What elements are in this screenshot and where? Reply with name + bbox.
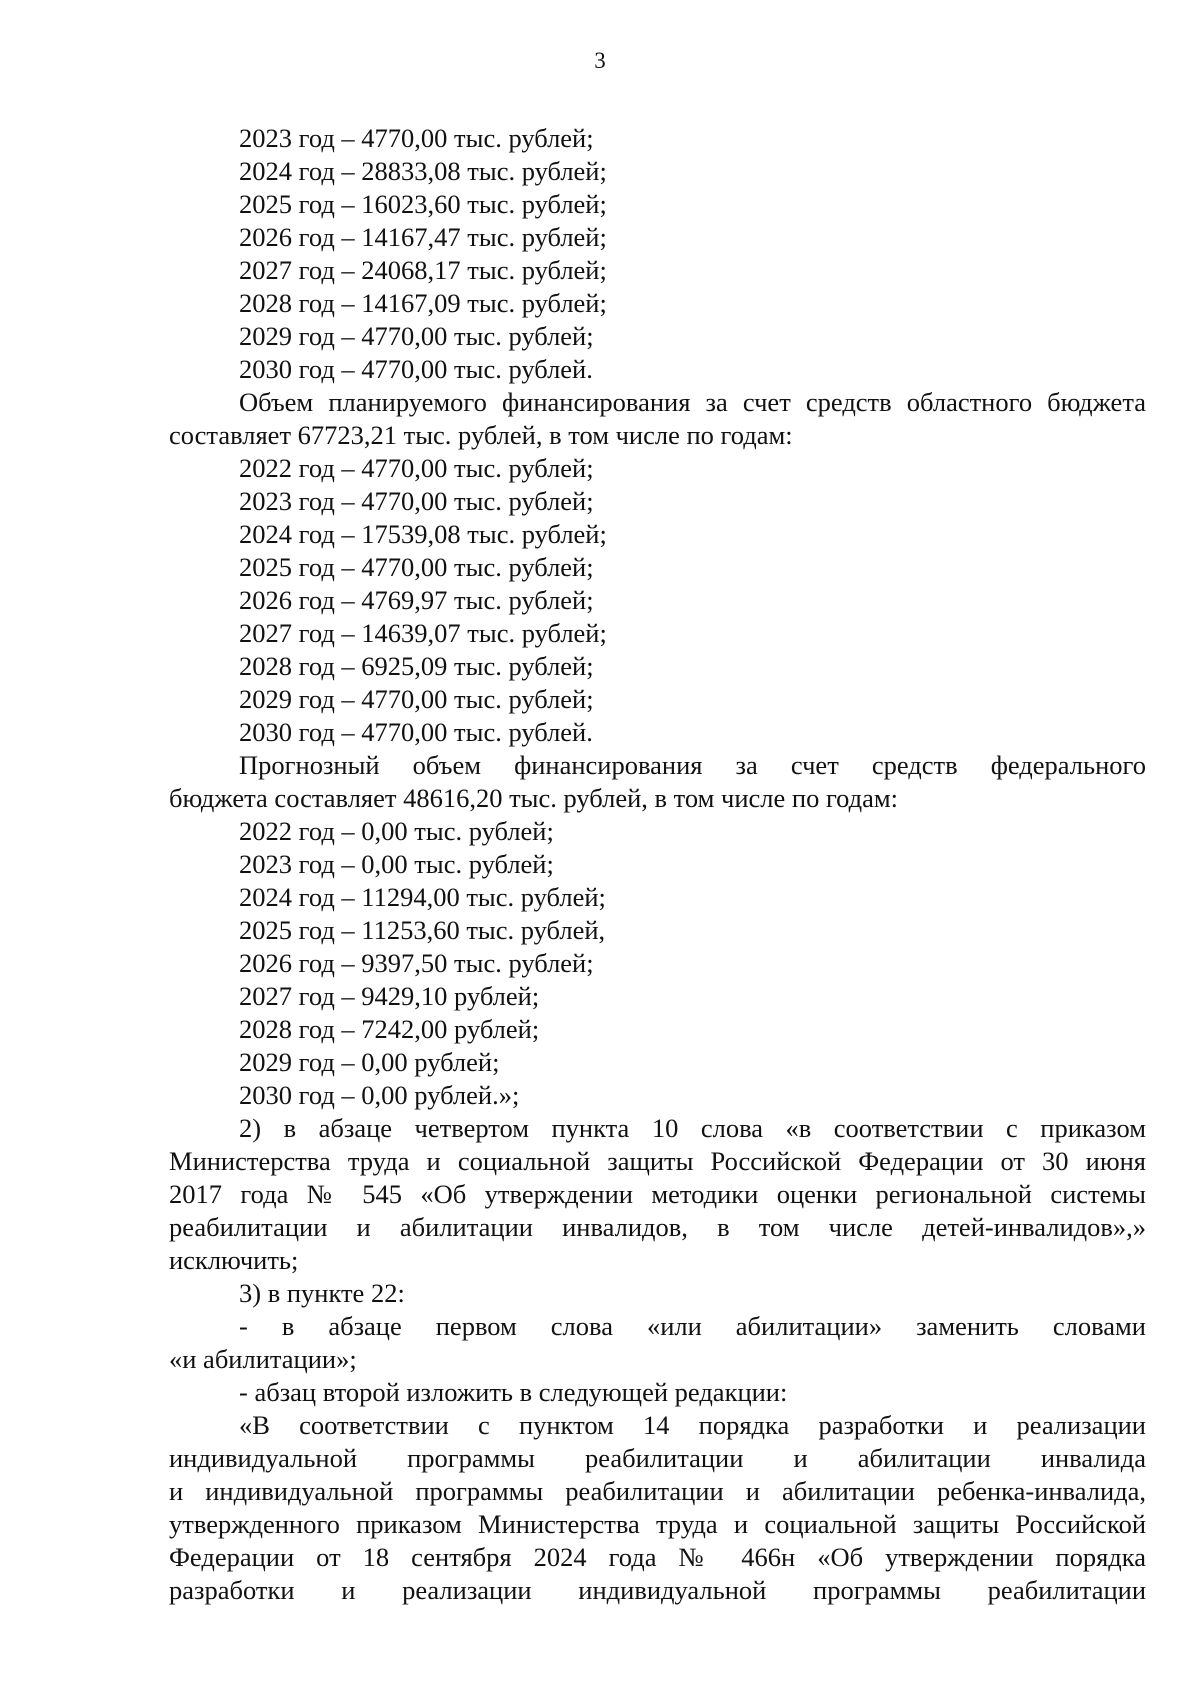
quote-line: Федерации от 18 сентября 2024 года № 466н «Об утверждении порядка xyxy=(169,1542,1146,1572)
quote-line: и индивидуальной программы реабилитации и абилитации ребенка-инвалида, xyxy=(169,1476,1146,1506)
list-item: 2029 год – 4770,00 тыс. рублей; xyxy=(239,684,594,714)
list-item: 2022 год – 4770,00 тыс. рублей; xyxy=(239,453,594,483)
paragraph-line: 2) в абзаце четвертом пункта 10 слова «в соответствии с приказом xyxy=(239,1113,1146,1143)
regional-intro-line: Объем планируемого финансирования за счет средств областного бюджета xyxy=(239,387,1146,417)
list-item: 2028 год – 6925,09 тыс. рублей; xyxy=(239,651,594,681)
list-item: 2023 год – 4770,00 тыс. рублей; xyxy=(239,123,594,153)
quote-line: «В соответствии с пунктом 14 порядка разработки и реализации xyxy=(239,1410,1146,1440)
federal-budget-section xyxy=(169,749,1146,1112)
list-item: 2028 год – 7242,00 рублей; xyxy=(239,1014,540,1044)
list-item: 2022 год – 0,00 тыс. рублей; xyxy=(239,816,554,846)
list-item: 2028 год – 14167,09 тыс. рублей; xyxy=(239,288,607,318)
amendment-item-3 xyxy=(169,1277,1146,1607)
list-item: 2023 год – 4770,00 тыс. рублей; xyxy=(239,486,594,516)
list-item: 2026 год – 14167,47 тыс. рублей; xyxy=(239,222,607,252)
page-number: 3 xyxy=(594,48,606,73)
list-item: 2024 год – 11294,00 тыс. рублей; xyxy=(239,882,606,912)
quote-line: утвержденного приказом Министерства труда и социальной защиты Российской xyxy=(169,1509,1146,1539)
paragraph-line: реабилитации и абилитации инвалидов, в том числе детей-инвалидов»,» xyxy=(169,1212,1146,1242)
document-body xyxy=(169,122,1146,1607)
funding-total-years-list xyxy=(169,122,1146,386)
paragraph-line: 2017 года № 545 «Об утверждении методики оценки региональной системы xyxy=(169,1179,1146,1209)
paragraph-line: Министерства труда и социальной защиты Российской Федерации от 30 июня xyxy=(169,1146,1146,1176)
list-item: 2025 год – 11253,60 тыс. рублей, xyxy=(239,915,606,945)
regional-budget-section xyxy=(169,386,1146,749)
list-item: 2029 год – 4770,00 тыс. рублей; xyxy=(239,321,594,351)
paragraph-line: «и абилитации»; xyxy=(169,1344,357,1374)
list-item: 2025 год – 4770,00 тыс. рублей; xyxy=(239,552,594,582)
amendment-item-2 xyxy=(169,1112,1146,1277)
list-item: 2030 год – 4770,00 тыс. рублей. xyxy=(239,717,593,747)
federal-intro-line: бюджета составляет 48616,20 тыс. рублей, в том числе по годам: xyxy=(169,783,899,813)
item-heading: 3) в пункте 22: xyxy=(239,1278,405,1308)
list-item: 2024 год – 17539,08 тыс. рублей; xyxy=(239,519,607,549)
list-item: 2030 год – 4770,00 тыс. рублей. xyxy=(239,354,593,384)
list-item: 2027 год – 9429,10 рублей; xyxy=(239,981,540,1011)
list-item: 2026 год – 4769,97 тыс. рублей; xyxy=(239,585,594,615)
paragraph-line: - абзац второй изложить в следующей редакции: xyxy=(239,1377,788,1407)
list-item: 2027 год – 24068,17 тыс. рублей; xyxy=(239,255,607,285)
quote-line: индивидуальной программы реабилитации и абилитации инвалида xyxy=(169,1443,1146,1473)
paragraph-line: исключить; xyxy=(169,1245,299,1275)
list-item: 2025 год – 16023,60 тыс. рублей; xyxy=(239,189,607,219)
list-item: 2030 год – 0,00 рублей.»; xyxy=(239,1080,520,1110)
list-item: 2026 год – 9397,50 тыс. рублей; xyxy=(239,948,594,978)
regional-intro-line: составляет 67723,21 тыс. рублей, в том числе по годам: xyxy=(169,420,793,450)
list-item: 2029 год – 0,00 рублей; xyxy=(239,1047,500,1077)
list-item: 2024 год – 28833,08 тыс. рублей; xyxy=(239,156,607,186)
paragraph-line: - в абзаце первом слова «или абилитации» заменить словами xyxy=(239,1311,1146,1341)
federal-intro-line: Прогнозный объем финансирования за счет средств федерального xyxy=(239,750,1146,780)
quote-line: разработки и реализации индивидуальной программы реабилитации xyxy=(169,1575,1146,1605)
list-item: 2027 год – 14639,07 тыс. рублей; xyxy=(239,618,607,648)
list-item: 2023 год – 0,00 тыс. рублей; xyxy=(239,849,554,879)
